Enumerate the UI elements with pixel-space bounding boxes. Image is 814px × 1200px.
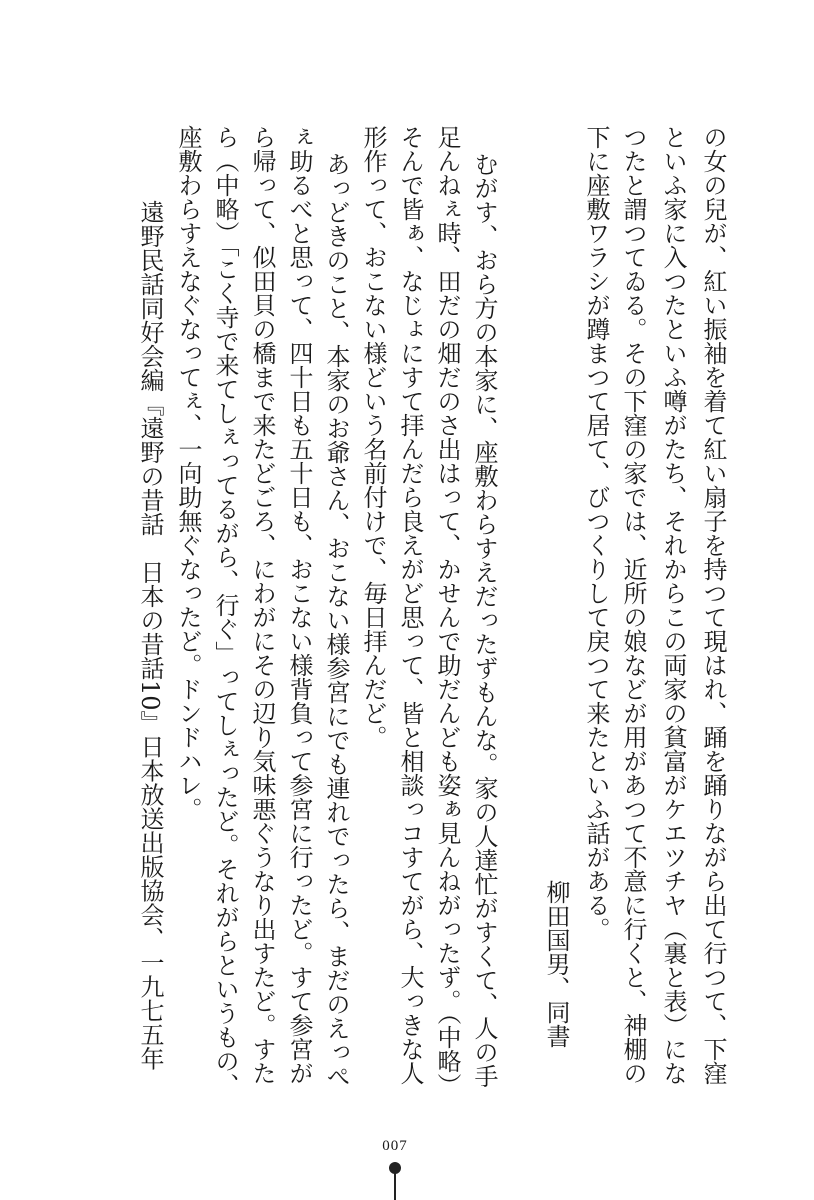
story-line: むがす、おら方の本家に、座敷わらすえだったずもんな。家の人達忙がすくて、人の手 [470, 152, 498, 1088]
page-rule-divider [394, 1172, 396, 1200]
quote-line: 下に座敷ワラシが蹲まつて居て、びつくりして戻つて来たといふ話がある。 [582, 125, 610, 941]
story-line: 形作って、おこない様どいう名前付けで、毎日拝んだど。 [359, 125, 387, 749]
quote-line: つたと謂つてゐる。その下窪の家では、近所の娘などが用があつて不意に行くと、神棚の [619, 125, 647, 1085]
story-line: そんで皆ぁ、なじょにすて拝んだら良えがど思って、皆と相談っコすてがら、大っきな人 [396, 125, 424, 1085]
story-line: ら帰って、似田貝の橋まで来たどごろ、にわがにその辺り気味悪ぐうなり出すたど。すた [248, 125, 276, 1085]
story-line: 足んねぇ時、田だの畑だのさ出はって、かせんで助だんども姿ぁ見んねがったず。（中略） [433, 125, 461, 1097]
story-line: ら（中略）「こく寺で来てしぇってるがら、行ぐ」ってしぇったど。それがらというもの、 [211, 125, 239, 1097]
story-line: あっどきのこと、本家のお爺さん、おこない様参宮にでも連れでったら、まだのえっぺ [322, 152, 350, 1088]
quote-line: といふ家に入つたといふ噂がたち、それからこの両家の貧富がケエツチヤ（裏と表）にな [659, 125, 687, 1085]
page-number: 007 [382, 1138, 408, 1154]
story-line: 座敷わらすえなぐなってぇ、一向助無ぐなったど。ドンドハレ。 [174, 125, 202, 821]
story-source: 遠野民話同好会編『遠野の昔話 日本の昔話10』日本放送出版協会、一九七五年 [136, 200, 164, 1071]
story-line: ぇ助るべと思って、四十日も五十日も、おこない様背負って参宮に行ったど。すて参宮が [285, 125, 313, 1085]
quote-attribution: 柳田国男、同書 [542, 880, 570, 1048]
quote-line: の女の兒が、紅い振袖を着て紅い扇子を持つて現はれ、踊を踊りながら出て行つて、下窪 [699, 125, 727, 1085]
